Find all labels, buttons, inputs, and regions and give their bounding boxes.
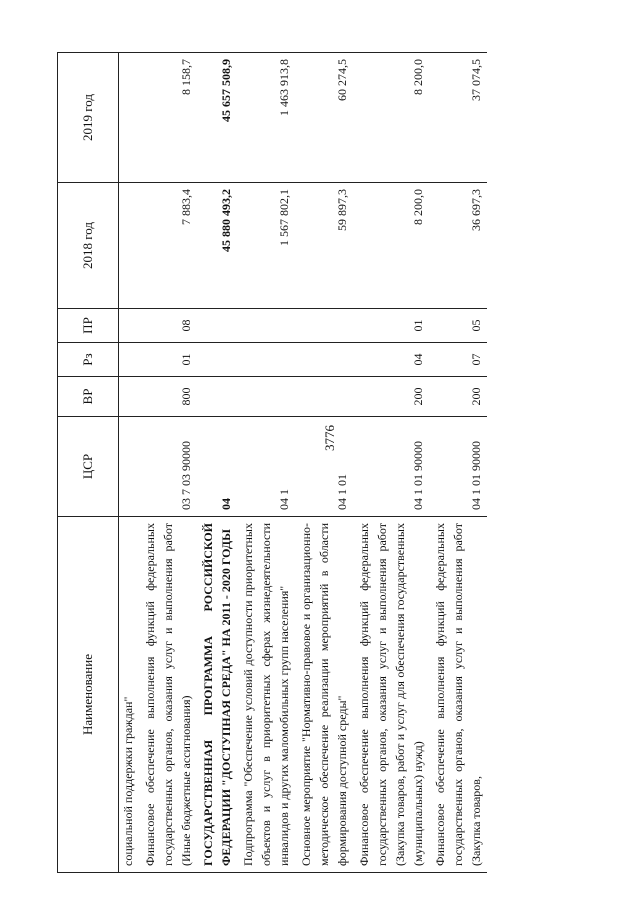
- row-csr: 04 1 01 90000: [429, 417, 487, 517]
- row-2018: [119, 183, 140, 309]
- table-row: [237, 53, 295, 873]
- row-rz: [237, 343, 295, 377]
- row-name: Подпрограмма "Обеспечение условий доступности приоритетных объектов и услуг в приоритетных сферах жизнедеятельности инвалидов и других маломобильных групп населения": [237, 517, 295, 873]
- row-csr: 04 1: [237, 417, 295, 517]
- row-pr: [119, 309, 140, 343]
- header-vr: ВР: [58, 377, 119, 417]
- header-2019: 2019 год: [58, 53, 119, 183]
- row-2018: 59 897,3: [295, 183, 353, 309]
- row-rz: [197, 343, 237, 377]
- row-vr: [119, 377, 140, 417]
- row-pr: [197, 309, 237, 343]
- row-pr: 08: [139, 309, 197, 343]
- row-2019: 60 274,5: [295, 53, 353, 183]
- row-name: Финансовое обеспечение выполнения функций федеральных государственных органов, оказания услуг и выполнения работ (Иные бюджетные ассигнования): [139, 517, 197, 873]
- header-rz: Рз: [58, 343, 119, 377]
- row-name: Финансовое обеспечение выполнения функций федеральных государственных органов, оказания услуг и выполнения работ (Закупка товаров, работ и услуг для обеспечения государственных (муниципальных) нужд): [353, 517, 429, 873]
- row-2018: 1 567 802,1: [237, 183, 295, 309]
- row-2018: 8 200,0: [353, 183, 429, 309]
- row-name: социальной поддержки граждан": [119, 517, 140, 873]
- row-csr: [119, 417, 140, 517]
- row-rz: [119, 343, 140, 377]
- row-2018: 45 880 493,2: [197, 183, 237, 309]
- row-pr: [237, 309, 295, 343]
- row-pr: 01: [353, 309, 429, 343]
- row-vr: [295, 377, 353, 417]
- header-pr: ПР: [58, 309, 119, 343]
- row-2019: 37 074,5: [429, 53, 487, 183]
- row-vr: 200: [353, 377, 429, 417]
- row-2019: 8 200,0: [353, 53, 429, 183]
- row-vr: [197, 377, 237, 417]
- row-2019: 8 158,7: [139, 53, 197, 183]
- row-2019: 1 463 913,8: [237, 53, 295, 183]
- row-rz: 04: [353, 343, 429, 377]
- header-csr: ЦСР: [58, 417, 119, 517]
- row-2019: [119, 53, 140, 183]
- row-csr: 03 7 03 90000: [139, 417, 197, 517]
- row-csr: 04 1 01 90000: [353, 417, 429, 517]
- row-name: Финансовое обеспечение выполнения функций федеральных государственных органов, оказания услуг и выполнения работ (Закупка товаров,: [429, 517, 487, 873]
- row-csr: 04 1 01: [295, 417, 353, 517]
- table-row: [295, 53, 353, 873]
- table-row: [429, 53, 487, 873]
- row-2019: 45 657 508,9: [197, 53, 237, 183]
- table-row: [119, 53, 140, 873]
- header-name: Наименование: [58, 517, 119, 873]
- row-2018: 7 883,4: [139, 183, 197, 309]
- page-number: 3776: [322, 425, 337, 451]
- row-pr: 05: [429, 309, 487, 343]
- row-vr: [237, 377, 295, 417]
- row-name: ГОСУДАРСТВЕННАЯ ПРОГРАММА РОССИЙСКОЙ ФЕДЕРАЦИИ "ДОСТУПНАЯ СРЕДА" НА 2011 - 2020 ГОДЫ: [197, 517, 237, 873]
- table-row: [353, 53, 429, 873]
- row-vr: 200: [429, 377, 487, 417]
- row-rz: 01: [139, 343, 197, 377]
- table-header-row: [58, 53, 119, 873]
- row-2018: 36 697,3: [429, 183, 487, 309]
- table-row: [139, 53, 197, 873]
- row-name: Основное мероприятие "Нормативно-правовое и организационно-методическое обеспечение реализации мероприятий в области формирования доступной среды": [295, 517, 353, 873]
- budget-table: [57, 52, 487, 873]
- row-vr: 800: [139, 377, 197, 417]
- row-csr: 04: [197, 417, 237, 517]
- row-rz: 07: [429, 343, 487, 377]
- header-2018: 2018 год: [58, 183, 119, 309]
- row-rz: [295, 343, 353, 377]
- row-pr: [295, 309, 353, 343]
- table-row-program: [197, 53, 237, 873]
